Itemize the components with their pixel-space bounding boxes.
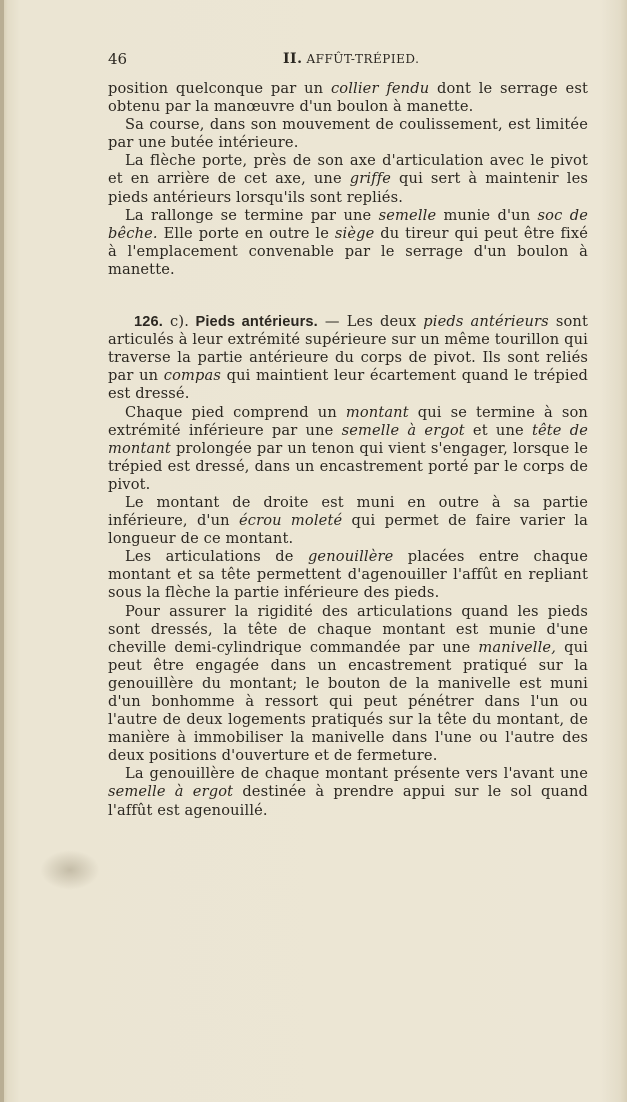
text-run: Les articulations de [125, 548, 308, 566]
emphasized-term: collier fendu [330, 80, 430, 97]
page-number: 46 [108, 50, 128, 68]
part-number: II. [283, 51, 303, 67]
section-letter: c). [163, 313, 190, 331]
text-run: La genouillère de chaque montant présente vers l'avant une [125, 765, 588, 783]
text-run: sont articulés à leur extrémité supérieure sur un même tourillon qui traverse la partie antérieure du corps de pivot. Ils sont reliés par un [108, 313, 588, 385]
emphasized-term: montant [345, 403, 409, 421]
emphasized-term: pieds antérieurs [423, 313, 549, 331]
paragraph [108, 603, 588, 766]
paragraph [108, 765, 588, 819]
text-run: du tireur qui peut être fixé à l'emplacement convenable par le serrage d'un boulon à manette. [108, 224, 588, 278]
paragraph [108, 152, 588, 206]
text-run: Pour assurer la rigidité des articulations quand les pieds sont dressés, la tête de chaque montant est munie d'une cheville demi-cylindrique commandée par une [108, 602, 588, 656]
emphasized-term: tête de montant [108, 421, 588, 457]
emphasized-term: semelle à ergot [108, 783, 234, 801]
running-head [283, 51, 419, 67]
text-run: — Les deux [317, 313, 424, 331]
running-title: AFFÛT-TRÉPIED. [306, 52, 420, 66]
paragraph [108, 548, 588, 602]
section-paragraph [108, 313, 588, 403]
emphasized-term: griffe [349, 170, 392, 188]
body-text [108, 80, 588, 820]
section-title: Pieds antérieurs. [189, 314, 318, 331]
text-run: qui peut être engagée dans un encastrement pratiqué sur la genouillère du montant; le bouton de la manivelle est muni d'un bonhomme à ressort qui peut pénétrer dans l'un ou l'autre de deux logements pratiqués sur la tête du montant, de manière à immobiliser la manivelle dans l'une ou l'autre des deux positions d'ouverture et de fermeture. [108, 638, 588, 765]
text-run: qui permet de faire varier la longueur de ce montant. [108, 512, 589, 548]
paragraph [108, 404, 588, 494]
text-run: qui sert à maintenir les pieds antérieurs lorsqu'ils sont repliés. [108, 170, 588, 206]
paragraph [108, 494, 588, 548]
text-run: prolongée par un tenon qui vient s'engager, lorsque le trépied est dressé, dans un encastrement porté par le corps de pivot. [108, 439, 588, 493]
emphasized-term: manivelle, [478, 638, 556, 656]
text-run: qui se termine à son extrémité inférieure par une [108, 403, 588, 439]
text-run: La rallonge se termine par une [125, 206, 379, 224]
emphasized-term: semelle à ergot [341, 421, 465, 439]
text-run: placées entre chaque montant et sa tête permettent d'agenouiller l'affût en repliant sous la flèche la partie inférieure des pieds. [108, 548, 588, 602]
text-run: dont le serrage est obtenu par la manœuvre d'un boulon à manette. [108, 80, 588, 116]
emphasized-term: soc de bêche. [108, 206, 589, 242]
text-run: Sa course, dans son mouvement de coulissement, est limitée par une butée intérieure. [108, 116, 588, 152]
text-run: La flèche porte, près de son axe d'articulation avec le pivot et en arrière de cet axe, une [108, 152, 588, 188]
section-number: 126. [134, 314, 164, 331]
paragraph [108, 116, 588, 152]
emphasized-term: compas [163, 367, 221, 385]
text-run: destinée à prendre appui sur le sol quand l'affût est agenouillé. [108, 783, 588, 819]
text-run: Chaque pied comprend un [125, 403, 346, 421]
emphasized-term: siège [334, 224, 375, 242]
text-run: munie d'un [436, 206, 538, 224]
paragraph [108, 80, 588, 116]
emphasized-term: écrou moleté [238, 512, 343, 530]
emphasized-term: genouillère [307, 548, 394, 566]
text-run: Elle porte en outre le [157, 224, 335, 242]
text-run: qui maintient leur écartement quand le trépied est dressé. [108, 367, 588, 403]
paragraph [108, 207, 588, 279]
emphasized-term: semelle [378, 206, 437, 224]
page-header [108, 50, 588, 72]
text-run: Le montant de droite est muni en outre à sa partie inférieure, d'un [108, 493, 588, 530]
text-run: et une [464, 421, 532, 439]
paper-stain [40, 850, 100, 890]
text-run: position quelconque par un [108, 80, 331, 97]
